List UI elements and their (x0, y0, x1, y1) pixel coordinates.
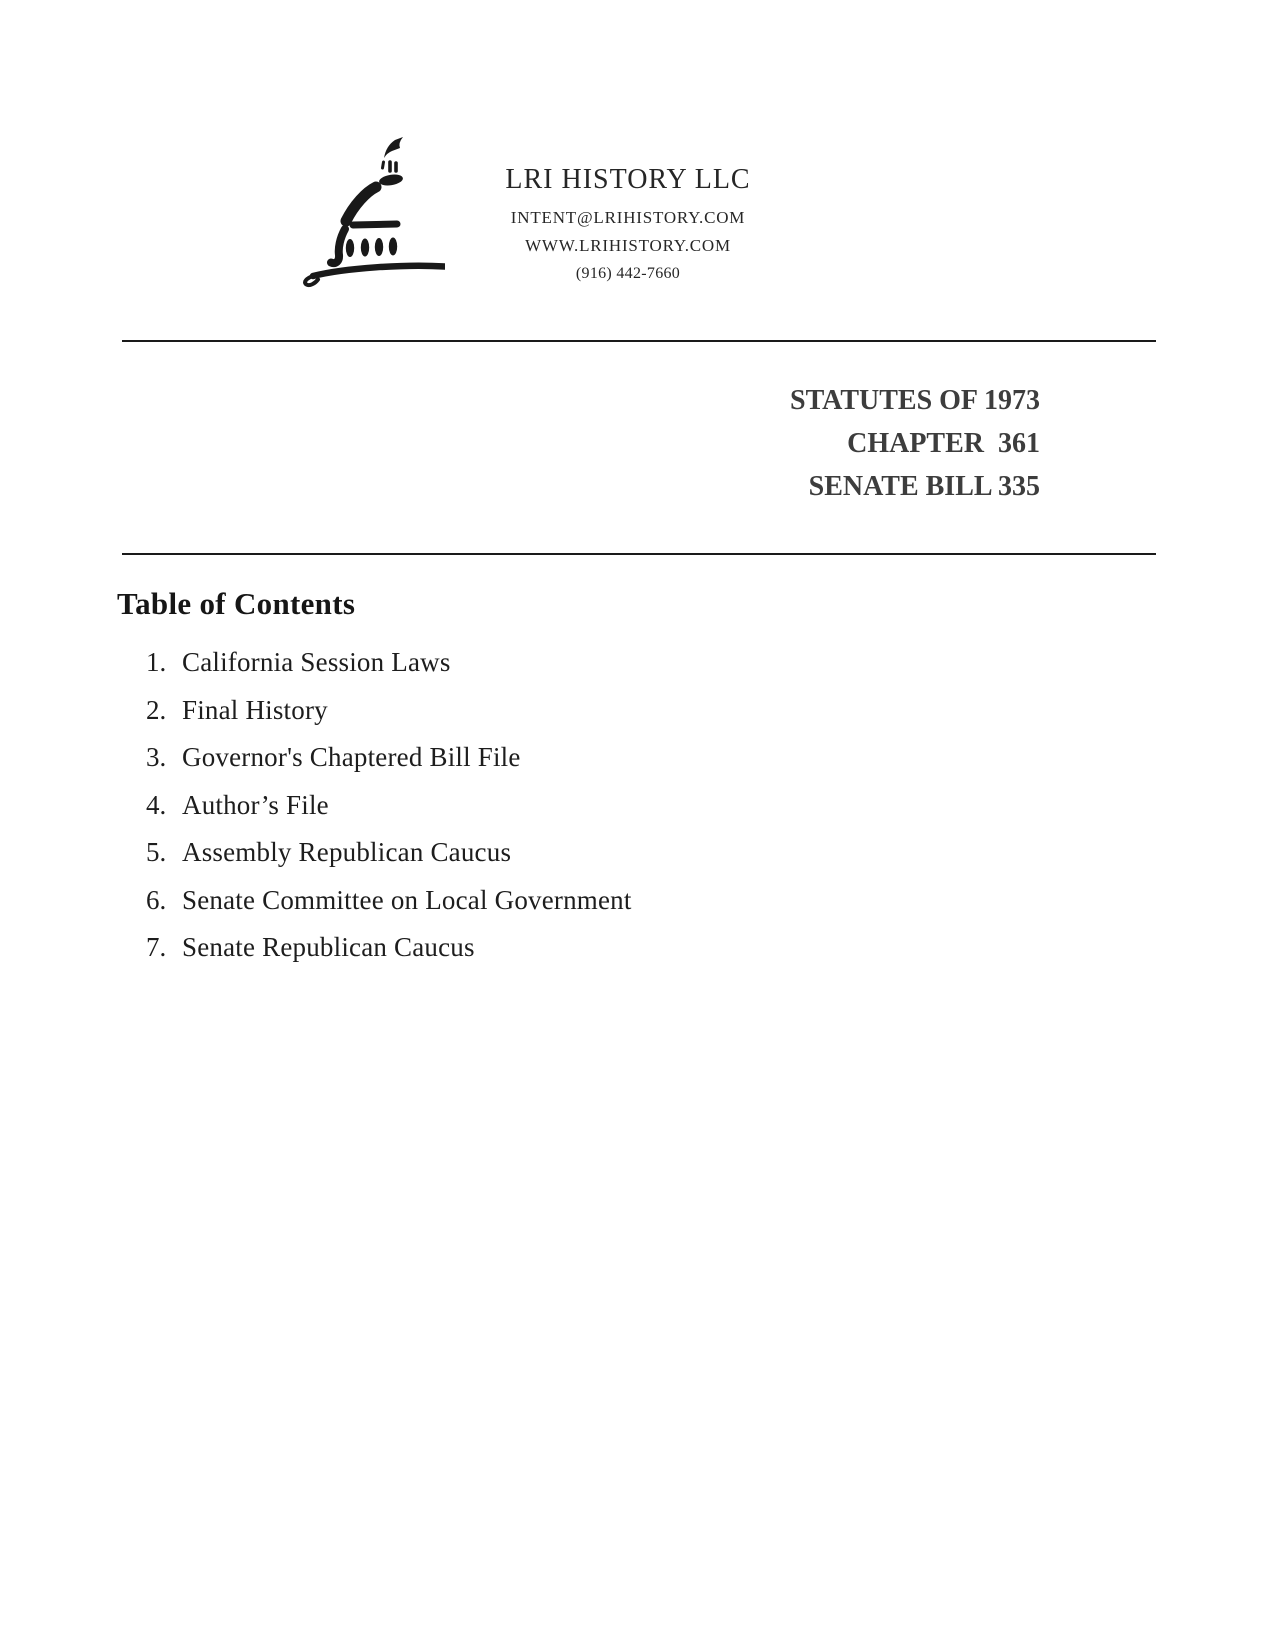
toc-item (146, 886, 1046, 914)
company-phone: (916) 442-7660 (575, 265, 681, 282)
company-email: INTENT@LRIHISTORY.COM (510, 208, 746, 227)
toc-item-number: 1. (146, 647, 167, 677)
toc-item (146, 933, 1046, 961)
toc-item (146, 743, 1046, 771)
chapter-line: CHAPTER 361 (847, 428, 1040, 459)
toc-title: Table of Contents (117, 586, 356, 621)
toc-item-label: Assembly Republican Caucus (182, 837, 512, 867)
toc-item (146, 696, 1046, 724)
toc-item-label: Senate Committee on Local Government (182, 884, 632, 915)
horizontal-rule-bottom (122, 553, 1156, 555)
horizontal-rule-top (122, 340, 1156, 342)
toc-item (146, 838, 1046, 866)
toc-item-number: 2. (146, 694, 167, 725)
toc-item-label: Senate Republican Caucus (182, 932, 475, 962)
toc-item-number: 3. (146, 742, 167, 772)
toc-item-label: Author’s File (182, 789, 329, 820)
toc-item (146, 648, 1046, 676)
company-website: WWW.LRIHISTORY.COM (525, 236, 731, 255)
capitol-dome-logo-icon (293, 126, 445, 296)
toc-item (146, 791, 1046, 819)
toc-list (146, 648, 1046, 981)
letterhead (448, 163, 808, 283)
senate-bill-line: SENATE BILL 335 (808, 471, 1040, 502)
company-name: LRI HISTORY LLC (505, 164, 751, 195)
toc-item-label: Final History (182, 694, 328, 725)
statute-reference (790, 379, 1040, 508)
statutes-line: STATUTES OF 1973 (790, 385, 1040, 416)
toc-item-number: 5. (146, 837, 167, 867)
toc-item-number: 6. (146, 884, 167, 915)
toc-item-number: 7. (146, 932, 167, 962)
toc-item-label: California Session Laws (182, 647, 451, 677)
toc-item-number: 4. (146, 789, 167, 820)
toc-item-label: Governor's Chaptered Bill File (182, 742, 521, 772)
